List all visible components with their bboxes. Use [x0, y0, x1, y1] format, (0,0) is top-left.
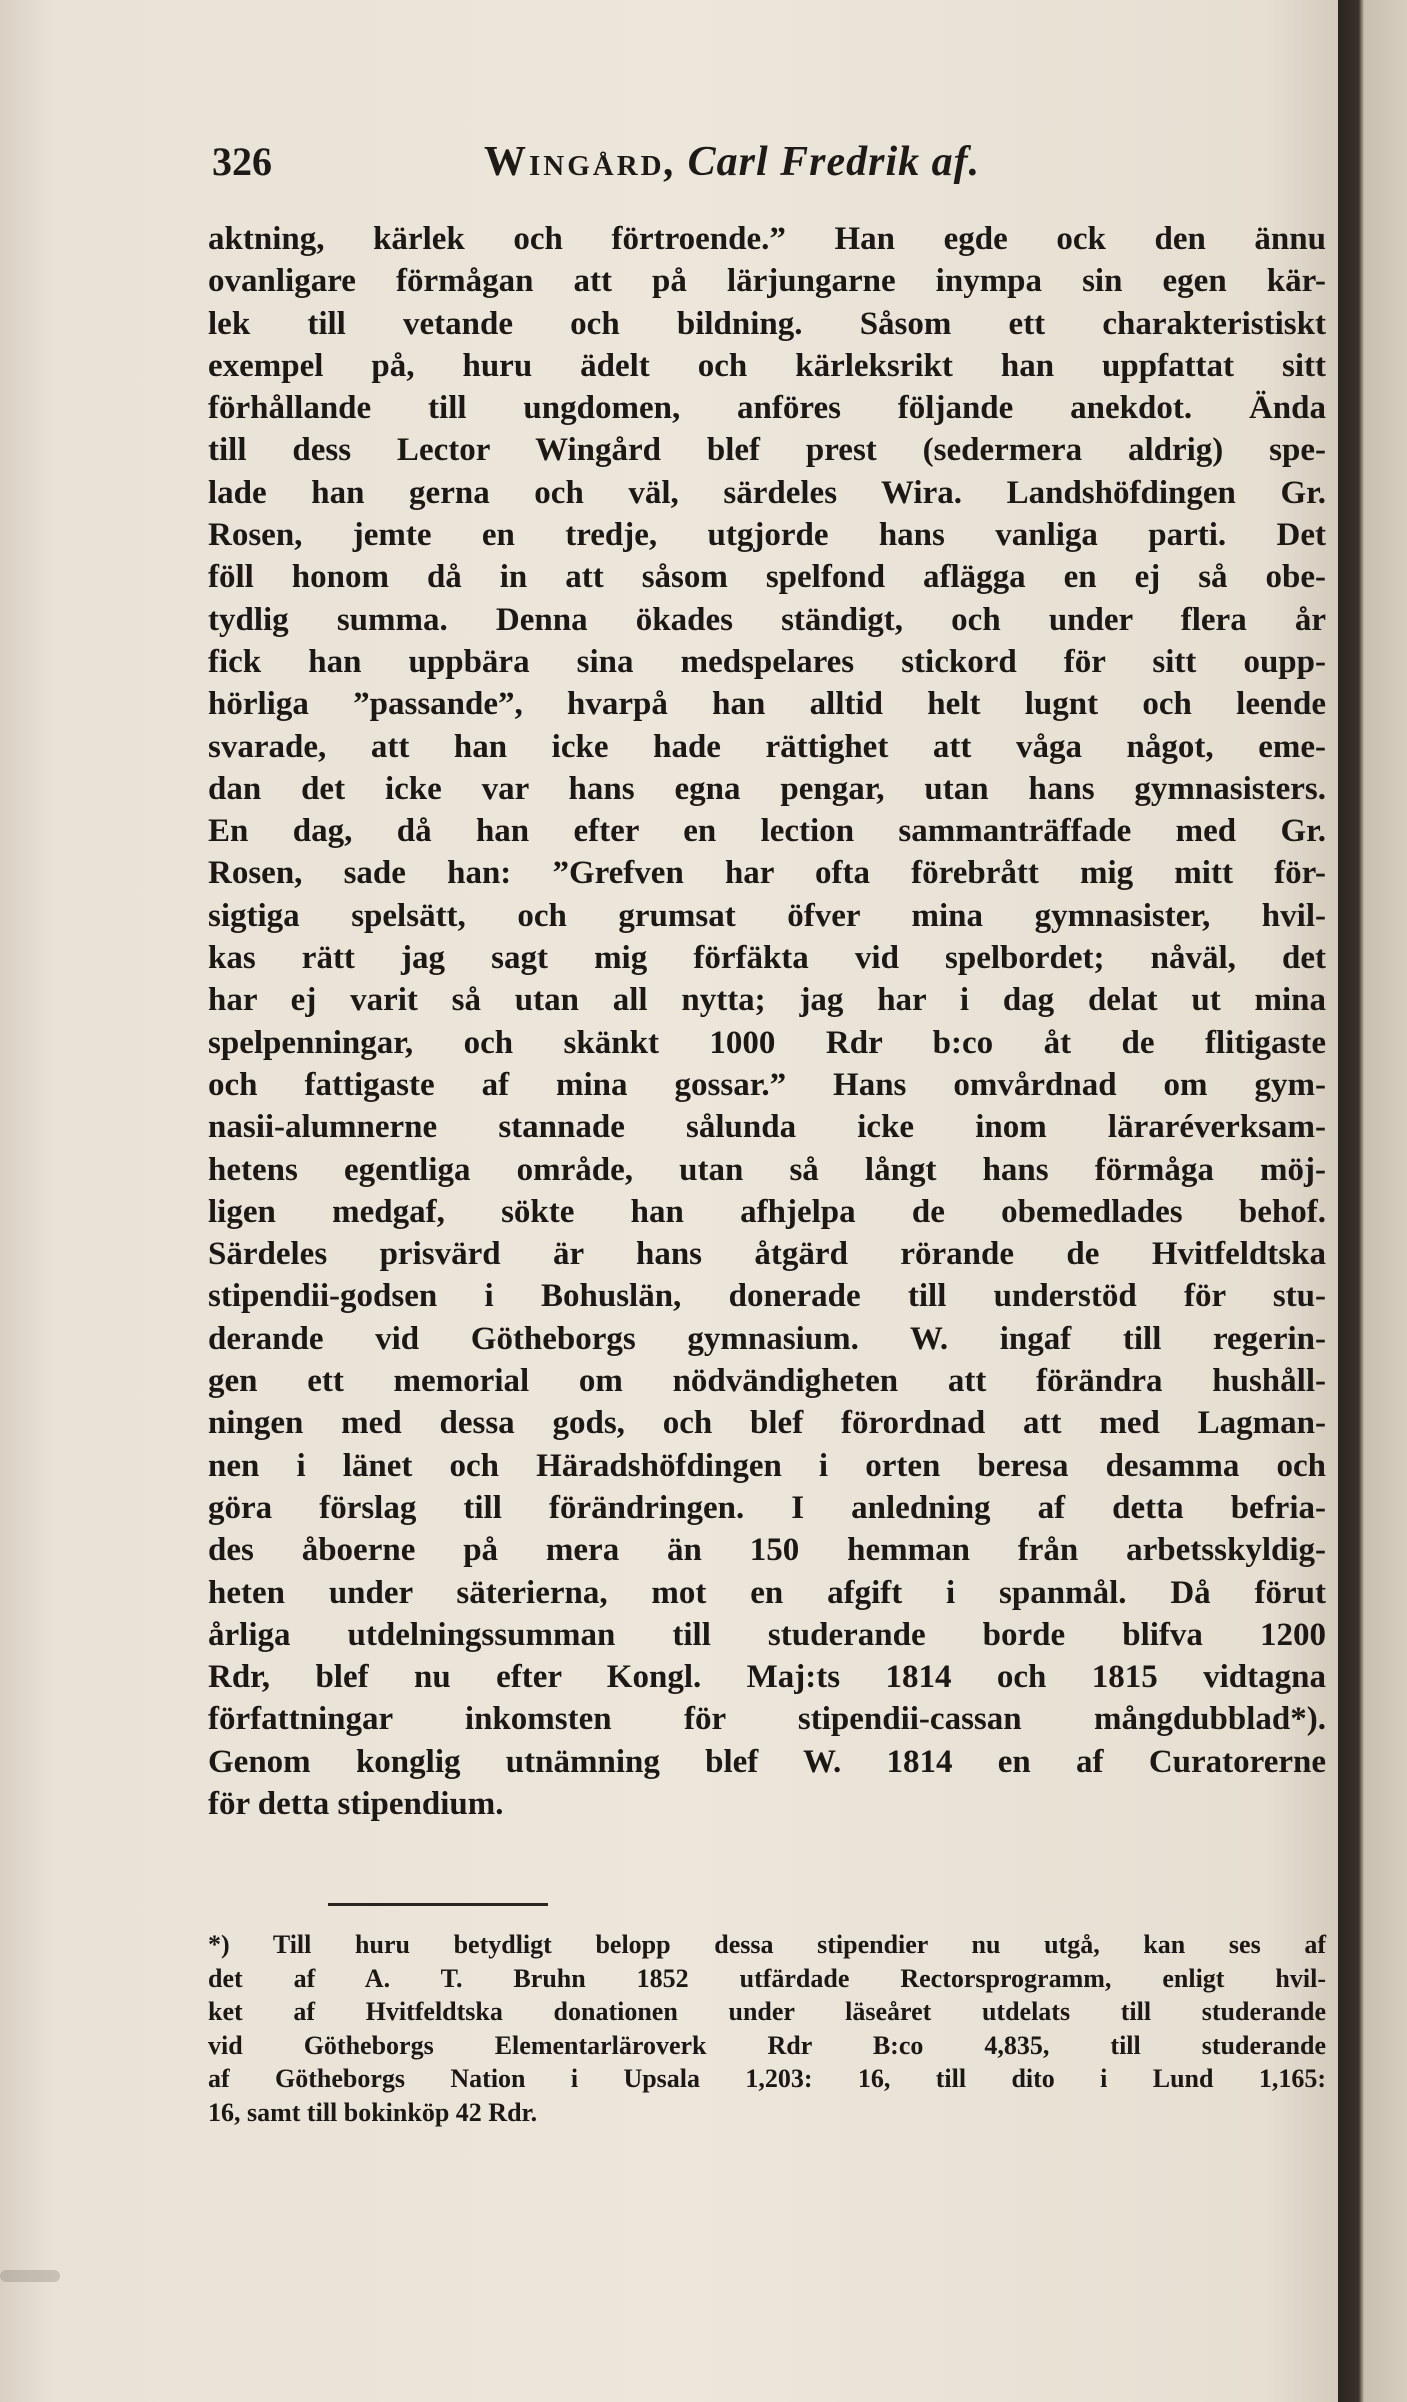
- text-line: fick han uppbära sina medspelares stickord för sitt oupp-: [208, 643, 1326, 680]
- text-line: tydlig summa. Denna ökades ständigt, och under flera år: [208, 601, 1326, 638]
- text-line: ningen med dessa gods, och blef förordnad att med Lagman-: [208, 1405, 1326, 1442]
- text-line: nen i länet och Häradshöfdingen i orten beresa desamma och: [208, 1447, 1326, 1484]
- text-line: stipendii-godsen i Bohuslän, donerade till understöd för stu-: [208, 1278, 1326, 1315]
- text-line: des åboerne på mera än 150 hemman från arbetsskyldig-: [208, 1532, 1326, 1569]
- text-line: Genom konglig utnämning blef W. 1814 en af Curatorerne: [208, 1743, 1326, 1780]
- text-line: göra förslag till förändringen. I anledning af detta befria-: [208, 1489, 1326, 1526]
- running-head-rest: , Carl Fredrik af.: [664, 139, 981, 185]
- running-head: [484, 138, 980, 186]
- text-line: och fattigaste af mina gossar.” Hans omvårdnad om gym-: [208, 1066, 1326, 1103]
- text-line: Rdr, blef nu efter Kongl. Maj:ts 1814 och 1815 vidtagna: [208, 1659, 1326, 1696]
- text-line: En dag, då han efter en lection sammanträffade med Gr.: [208, 813, 1326, 850]
- text-line: gen ett memorial om nödvändigheten att förändra hushåll-: [208, 1363, 1326, 1400]
- text-line: författningar inkomsten för stipendii-cassan mångdubblad*).: [208, 1701, 1326, 1738]
- footnote-rule: [328, 1903, 548, 1906]
- text-line: lade han gerna och väl, särdeles Wira. Landshöfdingen Gr.: [208, 474, 1326, 511]
- text-line: ovanligare förmågan att på lärjungarne inympa sin egen kär-: [208, 263, 1326, 300]
- text-line: Rosen, jemte en tredje, utgjorde hans vanliga parti. Det: [208, 517, 1326, 554]
- text-line: ligen medgaf, sökte han afhjelpa de obemedlades behof.: [208, 1193, 1326, 1230]
- text-line: svarade, att han icke hade rättighet att våga något, eme-: [208, 728, 1326, 765]
- footnote-line: det af A. T. Bruhn 1852 utfärdade Rectorsprogramm, enligt hvil-: [208, 1963, 1326, 1993]
- text-line: lek till vetande och bildning. Såsom ett charakteristiskt: [208, 305, 1326, 342]
- footnote-line: *) Till huru betydligt belopp dessa stipendier nu utgå, kan ses af: [208, 1930, 1326, 1959]
- text-line: hörliga ”passande”, hvarpå han alltid helt lugnt och leende: [208, 686, 1326, 723]
- page-header: [212, 138, 1322, 198]
- text-line: sigtiga spelsätt, och grumsat öfver mina gymnasister, hvil-: [208, 897, 1326, 934]
- text-line: förhållande till ungdomen, anföres följande anekdot. Ända: [208, 390, 1326, 427]
- footnote-line: ket af Hvitfeldtska donationen under läseåret utdelats till studerande: [208, 1997, 1326, 2027]
- text-line: hetens egentliga område, utan så långt hans förmåga möj-: [208, 1151, 1326, 1188]
- running-head-name: Wingård: [484, 139, 665, 185]
- page-number: 326: [212, 139, 272, 184]
- page-smudge: [0, 2270, 60, 2282]
- footnote: [208, 1928, 1326, 2130]
- body-text: [208, 218, 1326, 1825]
- book-binding: [1338, 0, 1407, 2402]
- footnote-line: af Götheborgs Nation i Upsala 1,203: 16, till dito i Lund 1,165:: [208, 2064, 1326, 2094]
- text-line: kas rätt jag sagt mig förfäkta vid spelbordet; nåväl, det: [208, 940, 1326, 977]
- text-line: för detta stipendium.: [208, 1785, 504, 1822]
- text-line: aktning, kärlek och förtroende.” Han egde ock den ännu: [208, 221, 1326, 257]
- text-line: derande vid Götheborgs gymnasium. W. ingaf till regerin-: [208, 1320, 1326, 1357]
- text-line: Rosen, sade han: ”Grefven har ofta förebrått mig mitt för-: [208, 855, 1326, 892]
- text-line: till dess Lector Wingård blef prest (sedermera aldrig) spe-: [208, 432, 1326, 469]
- text-line: nasii-alumnerne stannade sålunda icke inom läraréverksam-: [208, 1109, 1326, 1146]
- text-line: heten under säterierna, mot en afgift i spanmål. Då förut: [208, 1574, 1326, 1611]
- text-line: Särdeles prisvärd är hans åtgärd rörande de Hvitfeldtska: [208, 1236, 1326, 1273]
- text-line: dan det icke var hans egna pengar, utan hans gymnasisters.: [208, 770, 1326, 807]
- text-line: föll honom då in att såsom spelfond aflägga en ej så obe-: [208, 559, 1326, 596]
- text-line: exempel på, huru ädelt och kärleksrikt han uppfattat sitt: [208, 347, 1326, 384]
- footnote-line: 16, samt till bokinköp 42 Rdr.: [208, 2097, 538, 2127]
- text-line: spelpenningar, och skänkt 1000 Rdr b:co åt de flitigaste: [208, 1024, 1326, 1061]
- text-line: har ej varit så utan all nytta; jag har i dag delat ut mina: [208, 982, 1326, 1019]
- footnote-line: vid Götheborgs Elementarläroverk Rdr B:co 4,835, till studerande: [208, 2030, 1326, 2060]
- text-line: årliga utdelningssumman till studerande borde blifva 1200: [208, 1616, 1326, 1653]
